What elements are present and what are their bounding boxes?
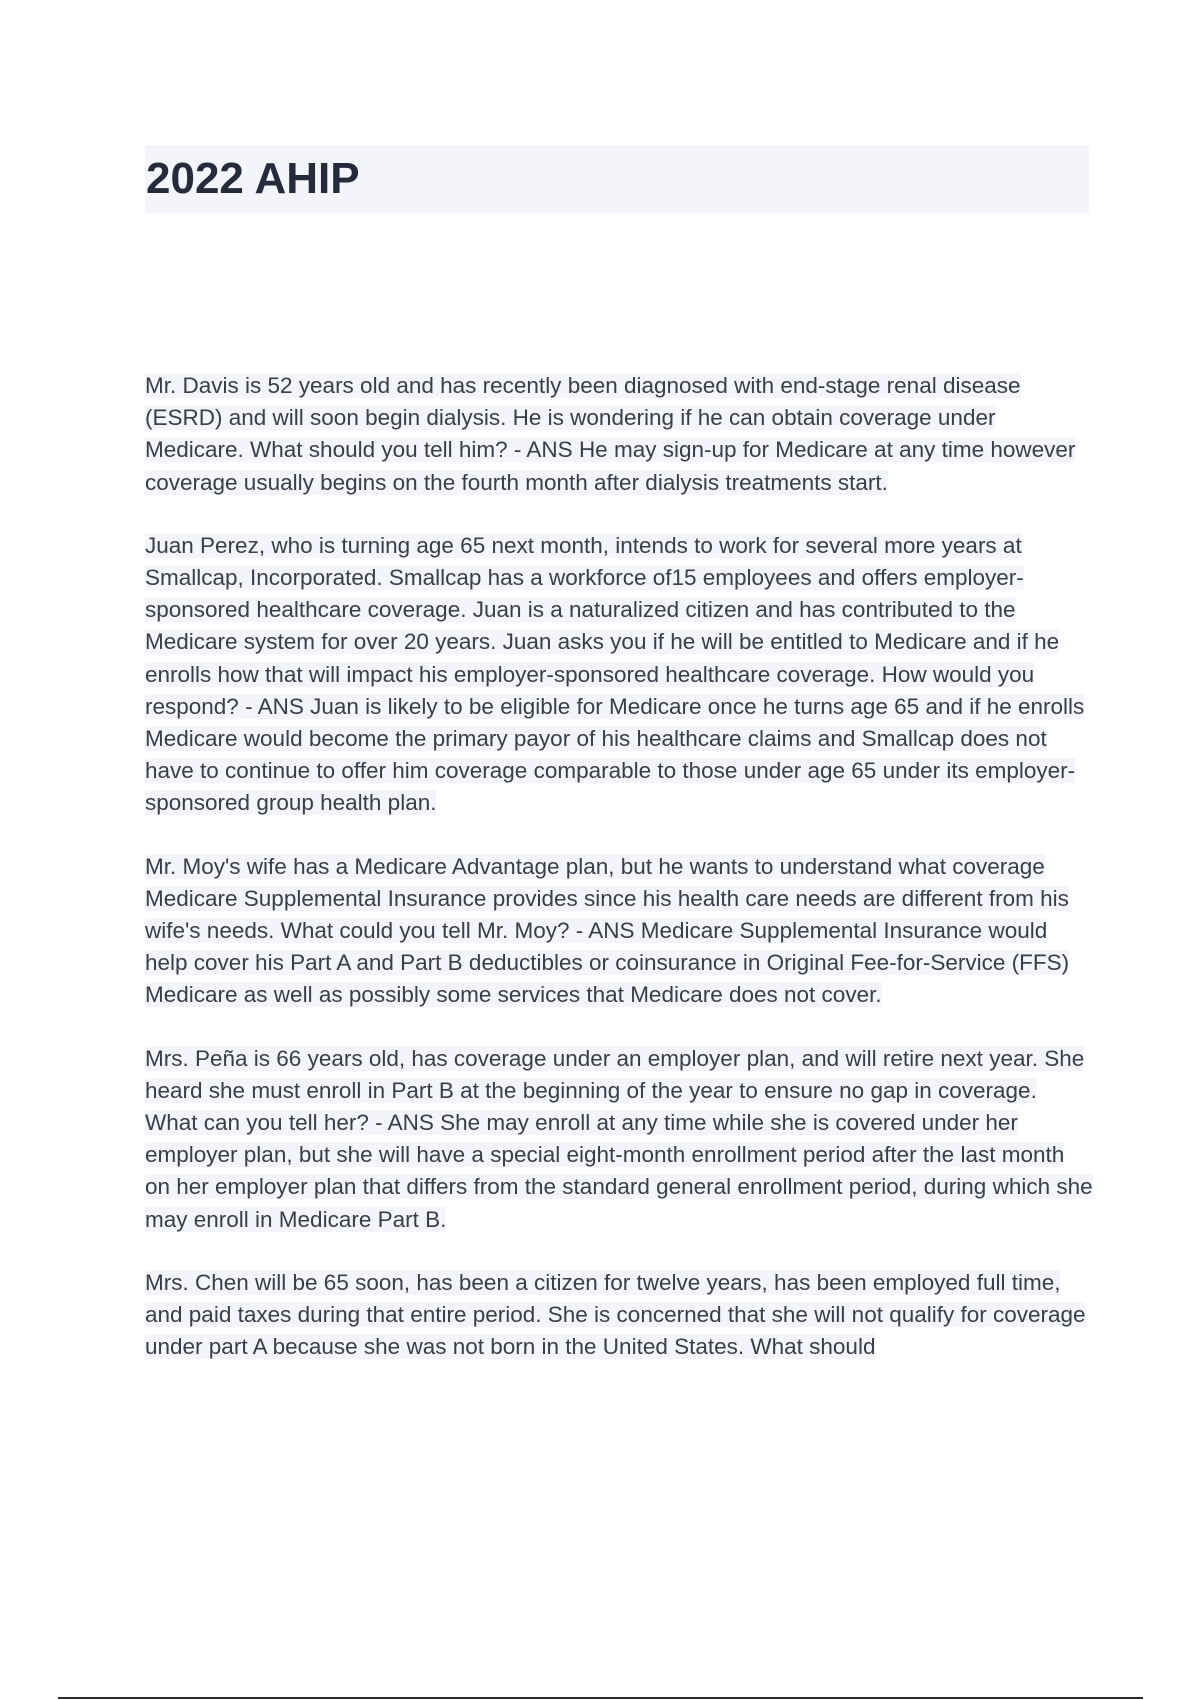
qa-entry-davis <box>145 370 1095 499</box>
qa-entry-pena <box>145 1043 1095 1236</box>
qa-entry-text: Mrs. Chen will be 65 soon, has been a citizen for twelve years, has been employed full time, and paid taxes during that entire period. She is concerned that she will not qualify for coverage under part A because she was not born in the United States. What should <box>145 1269 1086 1360</box>
qa-entry-chen <box>145 1267 1095 1364</box>
qa-entry-text: Juan Perez, who is turning age 65 next month, intends to work for several more years at Smallcap, Incorporated. Smallcap has a workforce of15 employees and offers employer-sponsored healthcare coverage. Juan is a naturalized citizen and has contributed to the Medicare system for over 20 years. Juan asks you if he will be entitled to Medicare and if he enrolls how that will impact his employer-sponsored healthcare coverage. How would you respond? - ANS Juan is likely to be eligible for Medicare once he turns age 65 and if he enrolls Medicare would become the primary payor of his healthcare claims and Smallcap does not have to continue to offer him coverage comparable to those under age 65 under its employer-sponsored group health plan. <box>145 532 1085 816</box>
qa-entry-perez <box>145 530 1095 820</box>
document-title: 2022 AHIP <box>146 154 360 203</box>
qa-entry-moy <box>145 851 1095 1012</box>
qa-entry-text: Mr. Davis is 52 years old and has recently been diagnosed with end-stage renal disease (ESRD) and will soon begin dialysis. He is wondering if he can obtain coverage under Medicare. What should you tell him? - ANS He may sign-up for Medicare at any time however coverage usually begins on the fourth month after dialysis treatments start. <box>145 373 1076 495</box>
page-bottom-divider <box>58 1697 1143 1699</box>
title-banner <box>145 145 1089 213</box>
qa-entry-text: Mrs. Peña is 66 years old, has coverage under an employer plan, and will retire next year. She heard she must enroll in Part B at the beginning of the year to ensure no gap in coverage. What can you tell her? - ANS She may enroll at any time while she is covered under her employer plan, but she will have a special eight-month enrollment period after the last month on her employer plan that differs from the standard general enrollment period, during which she may enroll in Medicare Part B. <box>145 1045 1093 1232</box>
qa-entry-text: Mr. Moy's wife has a Medicare Advantage plan, but he wants to understand what coverage Medicare Supplemental Insurance provides since his health care needs are different from his wife's needs. What could you tell Mr. Moy? - ANS Medicare Supplemental Insurance would help cover his Part A and Part B deductibles or coinsurance in Original Fee-for-Service (FFS) Medicare as well as possibly some services that Medicare does not cover. <box>145 853 1070 1008</box>
document-body <box>145 370 1095 1394</box>
